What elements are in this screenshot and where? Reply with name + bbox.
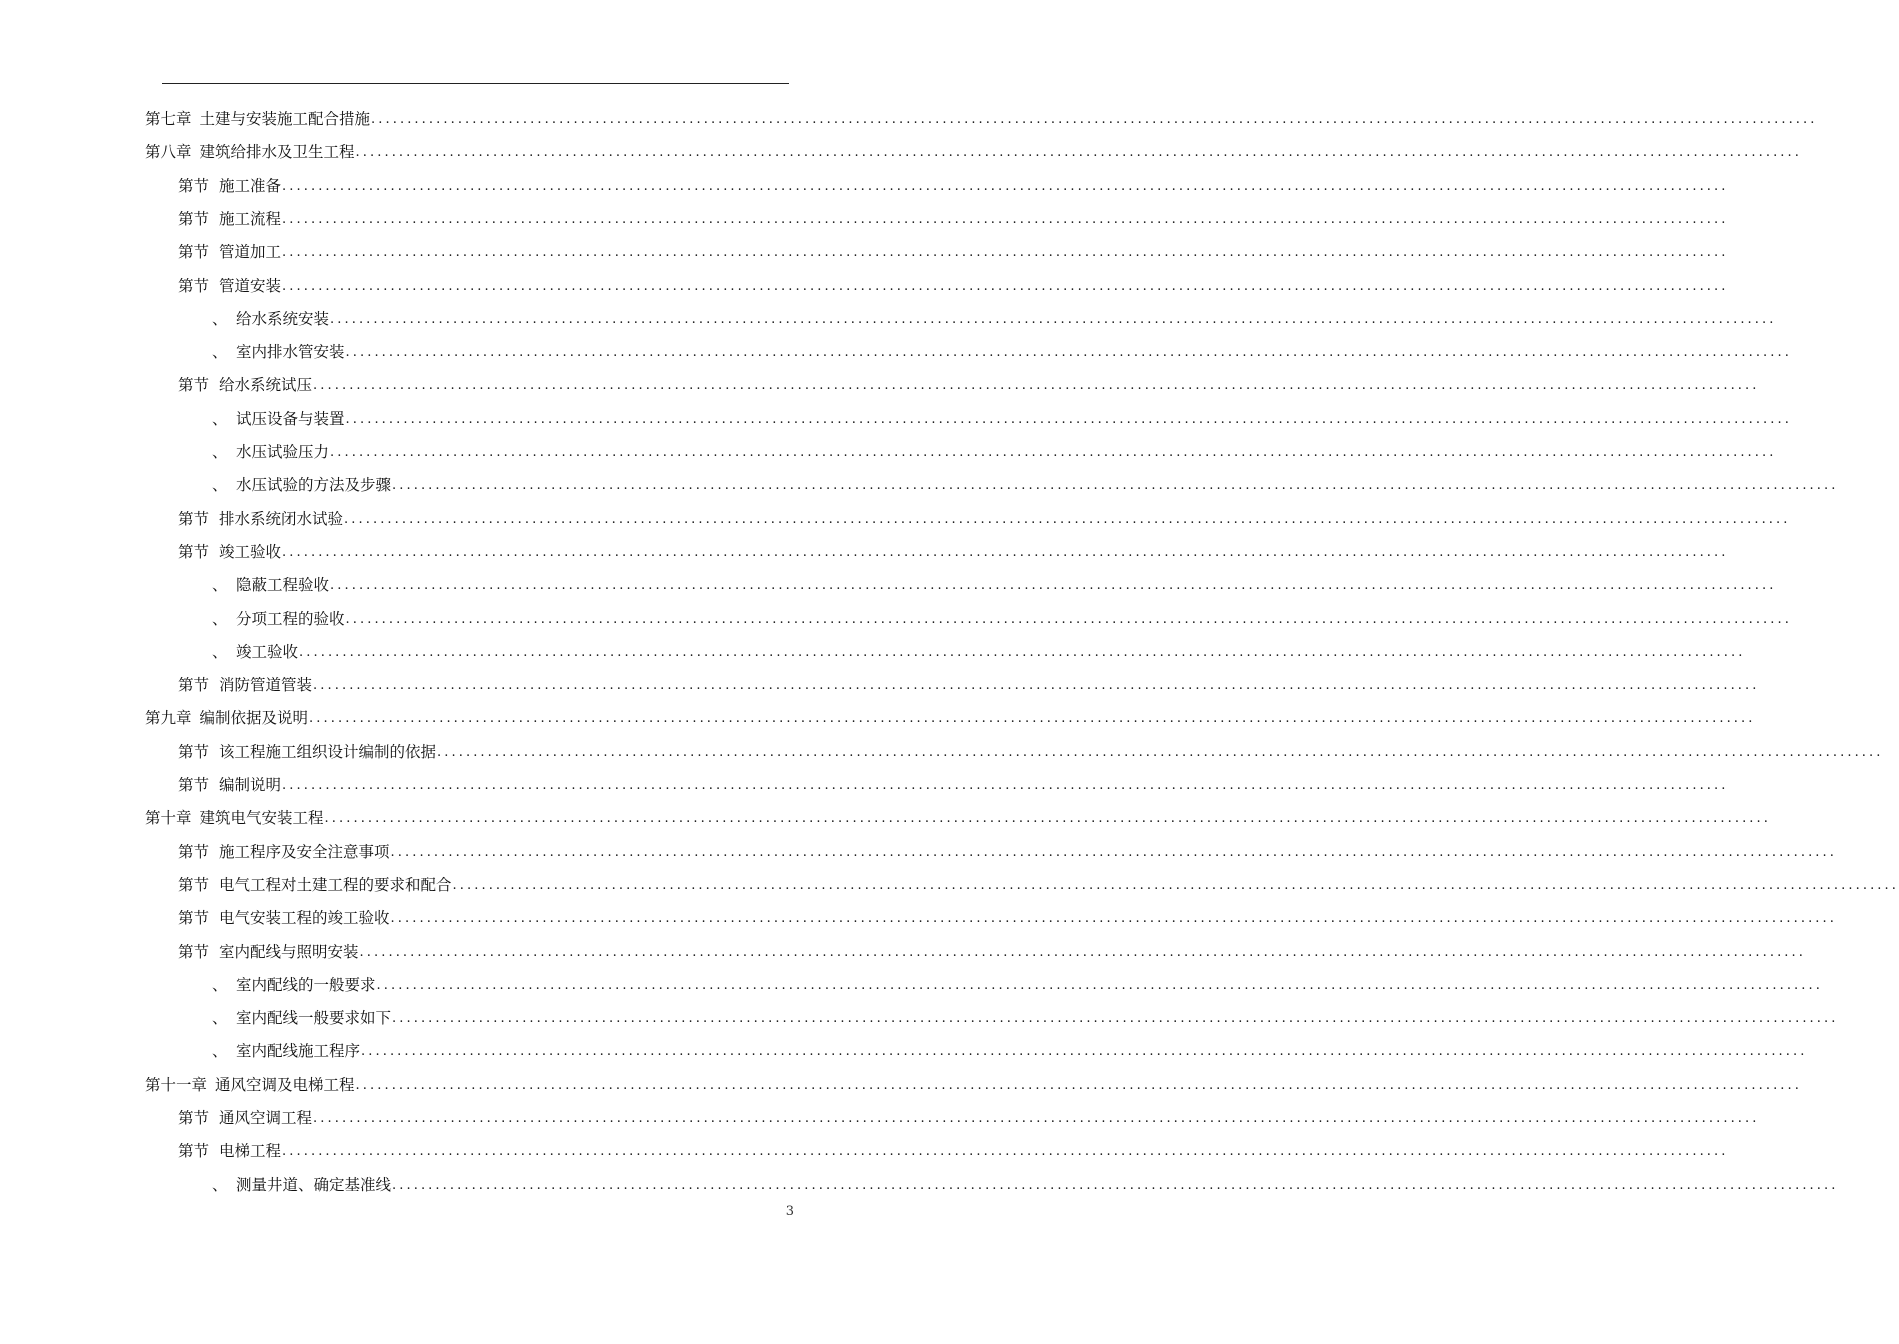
toc-entry-title: 竣工验收 xyxy=(219,542,282,561)
toc-entry-title: 电梯工程 xyxy=(219,1142,282,1161)
toc-entry-title: 室内排水管安装 xyxy=(236,343,345,362)
toc-dot-leader: ........................................................................................................................................................................................................ xyxy=(392,478,1839,494)
toc-entry-title: 室内配线与照明安装 xyxy=(219,942,359,961)
toc-dot-leader: ........................................................................................................................................................................................................ xyxy=(344,511,1791,527)
toc-entry-title: 试压设备与装置 xyxy=(236,409,345,428)
toc-dot-leader: ........................................................................................................................................................................................................ xyxy=(437,744,1884,760)
toc-entry[interactable] xyxy=(178,372,1760,396)
toc-entry[interactable] xyxy=(212,1038,1808,1062)
toc-entry-number: 第十一章 xyxy=(145,1075,208,1094)
toc-entry[interactable] xyxy=(212,1005,1839,1029)
toc-entry[interactable] xyxy=(145,805,1771,829)
toc-entry-number: 、 xyxy=(212,1042,228,1061)
toc-entry-number: 第十章 xyxy=(145,809,192,828)
toc-dot-leader: ........................................................................................................................................................................................................ xyxy=(390,911,1837,927)
toc-entry[interactable] xyxy=(212,406,1792,430)
toc-dot-leader: ........................................................................................................................................................................................................ xyxy=(313,1111,1760,1126)
toc-entry-title: 管道安装 xyxy=(219,276,282,295)
toc-entry[interactable] xyxy=(145,1072,1802,1096)
toc-entry[interactable] xyxy=(178,1105,1760,1129)
toc-entry[interactable] xyxy=(178,872,1899,896)
toc-dot-leader: ........................................................................................................................................................................................................ xyxy=(361,1044,1808,1060)
toc-entry[interactable] xyxy=(178,939,1806,963)
toc-entry-number: 、 xyxy=(212,609,228,628)
toc-dot-leader: ........................................................................................................................................................................................................ xyxy=(282,211,1729,227)
toc-entry[interactable] xyxy=(212,639,1746,663)
toc-dot-leader: ........................................................................................................................................................................................................ xyxy=(345,411,1792,427)
toc-entry[interactable] xyxy=(178,273,1729,297)
toc-entry-number: 、 xyxy=(212,443,228,461)
toc-dot-leader: ........................................................................................................................................................................................................ xyxy=(330,445,1777,460)
toc-entry[interactable] xyxy=(212,972,1823,996)
toc-entry[interactable] xyxy=(178,173,1729,197)
toc-entry-title: 水压试验压力 xyxy=(236,443,330,461)
toc-dot-leader: ........................................................................................................................................................................................................ xyxy=(345,611,1792,627)
toc-entry[interactable] xyxy=(178,506,1791,530)
toc-dot-leader: ........................................................................................................................................................................................................ xyxy=(390,844,1837,860)
toc-entry-title: 编制说明 xyxy=(219,776,282,794)
toc-entry-title: 土建与安装施工配合措施 xyxy=(199,110,371,128)
toc-dot-leader: ........................................................................................................................................................................................................ xyxy=(355,145,1802,161)
toc-entry-title: 隐蔽工程验收 xyxy=(236,576,330,595)
toc-entry-title: 竣工验收 xyxy=(236,642,299,661)
toc-entry-number: 第节 xyxy=(178,676,210,695)
toc-entry-number: 第节 xyxy=(178,209,210,228)
toc-entry[interactable] xyxy=(178,239,1729,263)
toc-entry[interactable] xyxy=(212,439,1777,463)
toc-entry[interactable] xyxy=(178,1138,1729,1162)
toc-entry-number: 第节 xyxy=(178,842,210,861)
toc-dot-leader: ........................................................................................................................................................................................................ xyxy=(324,811,1771,827)
toc-entry-title: 给水系统安装 xyxy=(236,309,330,328)
toc-entry-number: 第节 xyxy=(178,243,210,262)
toc-entry-number: 、 xyxy=(212,576,228,595)
toc-dot-leader: ........................................................................................................................................................................................................ xyxy=(392,1011,1839,1027)
header-rule xyxy=(162,83,789,84)
toc-entry-title: 建筑给排水及卫生工程 xyxy=(199,143,355,162)
toc-entry-title: 室内配线的一般要求 xyxy=(236,975,376,994)
toc-entry-number: 、 xyxy=(212,309,228,328)
toc-entry-title: 测量井道、确定基准线 xyxy=(236,1175,392,1194)
toc-entry-number: 第七章 xyxy=(145,110,192,128)
toc-dot-leader: ........................................................................................................................................................................................................ xyxy=(299,644,1746,660)
toc-dot-leader: ........................................................................................................................................................................................................ xyxy=(282,778,1729,793)
toc-entry[interactable] xyxy=(212,306,1777,330)
toc-entry-title: 管道加工 xyxy=(219,243,282,262)
toc-entry-number: 、 xyxy=(212,343,228,362)
toc-entry-number: 、 xyxy=(212,1009,228,1028)
toc-entry[interactable] xyxy=(178,905,1837,929)
toc-entry[interactable] xyxy=(212,606,1792,630)
toc-entry-title: 分项工程的验收 xyxy=(236,609,345,628)
toc-entry-number: 第节 xyxy=(178,542,210,561)
toc-dot-leader: ........................................................................................................................................................................................................ xyxy=(313,378,1760,394)
toc-dot-leader: ........................................................................................................................................................................................................ xyxy=(392,1177,1839,1193)
toc-dot-leader: ........................................................................................................................................................................................................ xyxy=(376,977,1823,993)
toc-entry[interactable] xyxy=(145,705,1756,729)
toc-entry-number: 第节 xyxy=(178,776,210,794)
toc-entry-title: 该工程施工组织设计编制的依据 xyxy=(219,742,437,761)
toc-entry-title: 建筑电气安装工程 xyxy=(199,809,324,828)
toc-entry-title: 通风空调及电梯工程 xyxy=(215,1075,355,1094)
toc-entry-title: 室内配线一般要求如下 xyxy=(236,1009,392,1028)
toc-entry[interactable] xyxy=(178,672,1760,696)
toc-entry-number: 第八章 xyxy=(145,143,192,162)
toc-dot-leader: ........................................................................................................................................................................................................ xyxy=(330,311,1777,327)
toc-entry-title: 施工准备 xyxy=(219,176,282,195)
toc-dot-leader: ........................................................................................................................................................................................................ xyxy=(452,877,1899,893)
toc-entry[interactable] xyxy=(178,839,1837,863)
toc-entry-number: 第节 xyxy=(178,176,210,195)
toc-dot-leader: ........................................................................................................................................................................................................ xyxy=(355,1077,1802,1093)
toc-entry[interactable] xyxy=(145,139,1802,163)
toc-entry[interactable] xyxy=(178,739,1884,763)
toc-entry-title: 室内配线施工程序 xyxy=(236,1042,361,1061)
toc-dot-leader: ........................................................................................................................................................................................................ xyxy=(282,278,1729,294)
toc-entry-title: 给水系统试压 xyxy=(219,376,313,395)
toc-entry-title: 电气工程对土建工程的要求和配合 xyxy=(219,875,452,894)
toc-entry-title: 施工程序及安全注意事项 xyxy=(219,842,390,861)
toc-entry-number: 、 xyxy=(212,409,228,428)
toc-entry-number: 、 xyxy=(212,1175,228,1194)
toc-entry-number: 第节 xyxy=(178,909,210,928)
toc-entry[interactable] xyxy=(178,539,1729,563)
toc-entry[interactable] xyxy=(212,572,1777,596)
toc-dot-leader: ........................................................................................................................................................................................................ xyxy=(309,711,1756,727)
toc-entry[interactable] xyxy=(178,206,1729,230)
toc-entry-number: 第节 xyxy=(178,875,210,894)
toc-entry-number: 第节 xyxy=(178,509,210,528)
toc-entry-title: 编制依据及说明 xyxy=(199,709,309,728)
toc-dot-leader: ........................................................................................................................................................................................................ xyxy=(282,1144,1729,1160)
toc-entry-number: 、 xyxy=(212,642,228,661)
toc-dot-leader: ........................................................................................................................................................................................................ xyxy=(282,245,1729,261)
toc-entry-number: 第节 xyxy=(178,376,210,395)
toc-entry[interactable] xyxy=(145,106,1818,130)
toc-entry-title: 消防管道管装 xyxy=(219,676,313,695)
toc-entry-title: 通风空调工程 xyxy=(219,1109,313,1127)
toc-dot-leader: ........................................................................................................................................................................................................ xyxy=(282,178,1729,194)
toc-entry-number: 第节 xyxy=(178,276,210,295)
page-number: 3 xyxy=(785,1204,794,1219)
toc-entry-number: 第节 xyxy=(178,742,210,761)
toc-dot-leader: ........................................................................................................................................................................................................ xyxy=(282,544,1729,560)
toc-entry-number: 、 xyxy=(212,975,228,994)
toc-dot-leader: ........................................................................................................................................................................................................ xyxy=(359,944,1806,960)
toc-dot-leader: ........................................................................................................................................................................................................ xyxy=(371,112,1818,127)
toc-entry-title: 水压试验的方法及步骤 xyxy=(236,476,392,495)
toc-entry[interactable] xyxy=(178,772,1729,796)
toc-entry-title: 排水系统闭水试验 xyxy=(219,509,344,528)
toc-entry-number: 第节 xyxy=(178,942,210,961)
toc-entry-number: 第九章 xyxy=(145,709,192,728)
toc-dot-leader: ........................................................................................................................................................................................................ xyxy=(313,678,1760,694)
toc-entry[interactable] xyxy=(212,1172,1839,1196)
toc-entry[interactable] xyxy=(212,472,1839,496)
toc-entry-title: 施工流程 xyxy=(219,209,282,228)
toc-dot-leader: ........................................................................................................................................................................................................ xyxy=(330,578,1777,594)
toc-entry-title: 电气安装工程的竣工验收 xyxy=(219,909,390,928)
toc-entry-number: 第节 xyxy=(178,1109,210,1127)
toc-entry-number: 第节 xyxy=(178,1142,210,1161)
toc-dot-leader: ........................................................................................................................................................................................................ xyxy=(345,345,1792,361)
toc-entry-number: 、 xyxy=(212,476,228,495)
toc-entry[interactable] xyxy=(212,339,1792,363)
